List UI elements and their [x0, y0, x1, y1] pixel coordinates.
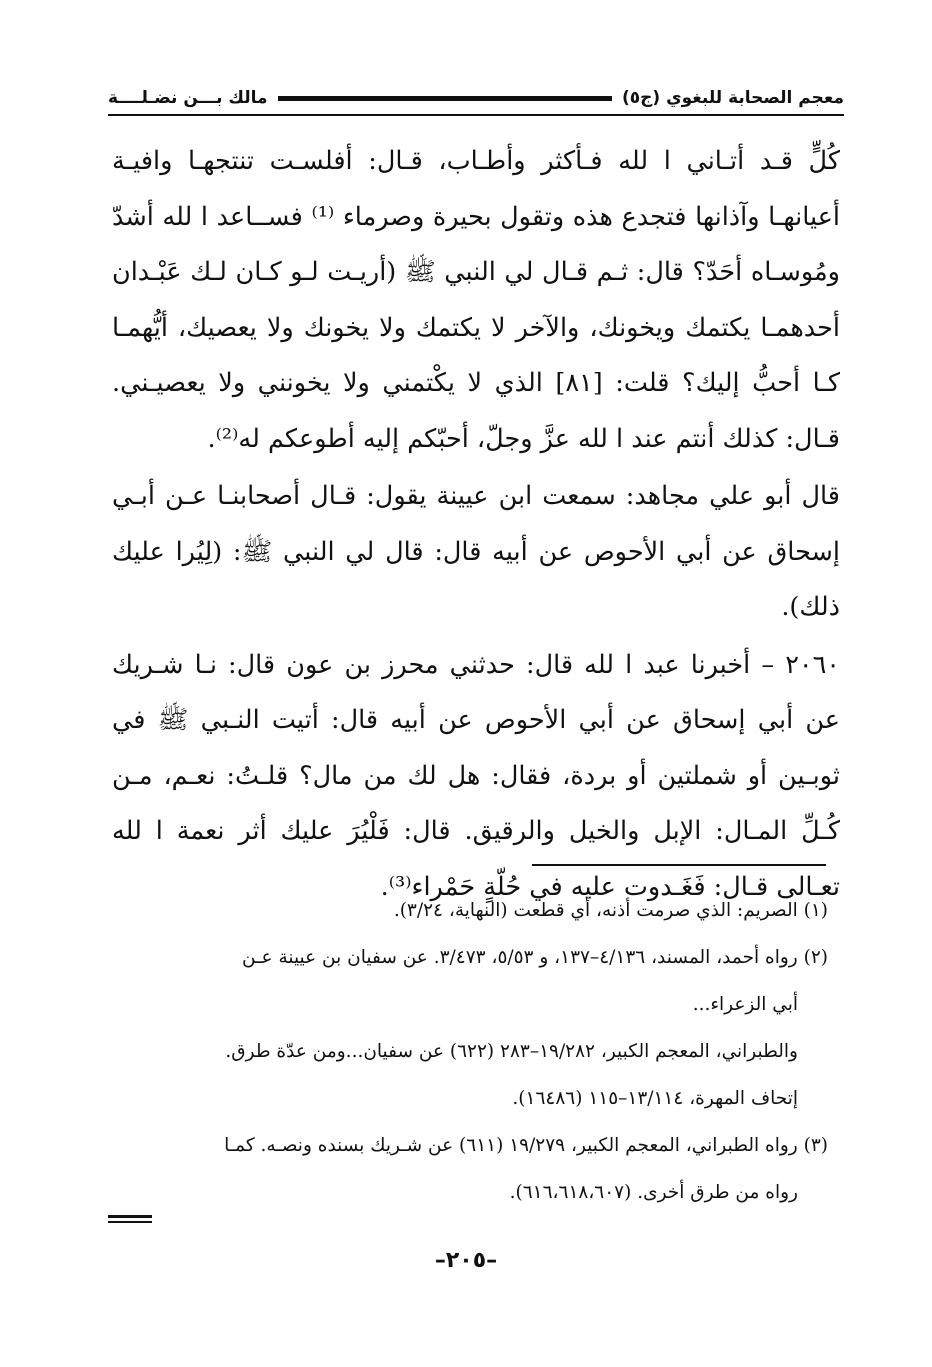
header-section-name: مالك بـــن نضـلــــة — [108, 88, 268, 108]
end-mark-line-top — [108, 1215, 152, 1218]
end-mark-line-bottom — [108, 1221, 152, 1224]
footnote-separator — [532, 864, 826, 866]
footnote-2-line-3: والطبراني، المعجم الكبير، ١٩/٢٨٢–٢٨٣ (٦٢٢) عن سفيان...ومن عدّة طرق. — [225, 1041, 798, 1062]
footnote-1: (١) الصريم: الذي صرمت أذنه، أي قطعت (النهاية، ٣/٢٤). — [393, 900, 828, 921]
header-rule — [278, 96, 612, 101]
footnote-3-line-1: (٣) رواه الطبراني، المعجم الكبير، ١٩/٢٧٩ (٦١١) عن شـريك بسنده ونصـه. كمـا — [224, 1135, 828, 1156]
paragraph-1: كُلٍّ قـد أتـاني ا لله فـأكثر وأطـاب، قـال: أفلسـت تنتجهـا وافيـة أعيانهـا وآذانها فتجدع هذه وتقول بحيرة وصرماء ⁽¹⁾ فســاعد ا لله أشدّ ومُوسـاه أحَدّ؟ قال: ثـم قـال لي النبي ﷺ (أريـت لـو كـان لـك عَبْـدان أحدهمـا يكتمك ويخونك، والآخر لا يكتمك ولا يخونك ولا يعصيك، أيُّهمـا كـا أحبُّ إليك؟ قلت: [٨١] الذي لا يكْتمني ولا يخونني ولا يعصيـني. قـال: كذلك أنتم عند ا لله عزَّ وجلّ، أحبّكم إليه أطوعكم له⁽²⁾. — [112, 146, 840, 454]
footnotes — [112, 887, 828, 1216]
footnote-2-line-2: أبي الزعراء... — [692, 994, 798, 1015]
footnote-2-line-4: إتحاف المهرة، ١٣/١١٤–١١٥ (١٦٤٨٦). — [512, 1088, 798, 1109]
running-header — [108, 80, 844, 116]
footnote-2-line-1: (٢) رواه أحمد، المسند، ٤/١٣٦–١٣٧، و ٥/٥٣، ٣/٤٧٣. عن سفيان بن عيينة عـن — [242, 947, 828, 968]
footnote-3-line-2: رواه من طرق أخرى. (٦١٦،٦١٨،٦٠٧). — [509, 1182, 798, 1203]
paragraph-3: ٢٠٦٠ – أخبرنا عبد ا لله قال: حدثني محرز بن عون قال: نـا شـريك عن أبي إسحاق عن أبي الأحوص عن أبيه قال: أتيت النـبي ﷺ في ثوبـين أو شملتين أو بردة، فقال: هل لك من مال؟ قلـتُ: نعـم، مـن كُـلِّ المـال: الإبل والخيل والرقيق. قال: فَلْيُرَ عليك أثر نعمة ا لله تعـالى قـال: فَغَـدوت عليه في حُلّةٍ حَمْراء⁽³⁾. — [112, 649, 840, 902]
end-of-page-mark — [108, 1215, 152, 1224]
page-number: –٢٠٥– — [434, 1248, 498, 1273]
paragraph-2: قال أبو علي مجاهد: سمعت ابن عيينة يقول: قـال أصحابنـا عـن أبـي إسحاق عن أبي الأحوص عن أبيه قال: قال لي النبي ﷺ: (لِيُرا عليك ذلك). — [112, 481, 840, 622]
header-underline — [108, 114, 844, 116]
header-book-title: معجم الصحابة للبغوي (ج٥) — [621, 88, 844, 108]
main-text — [112, 134, 840, 915]
